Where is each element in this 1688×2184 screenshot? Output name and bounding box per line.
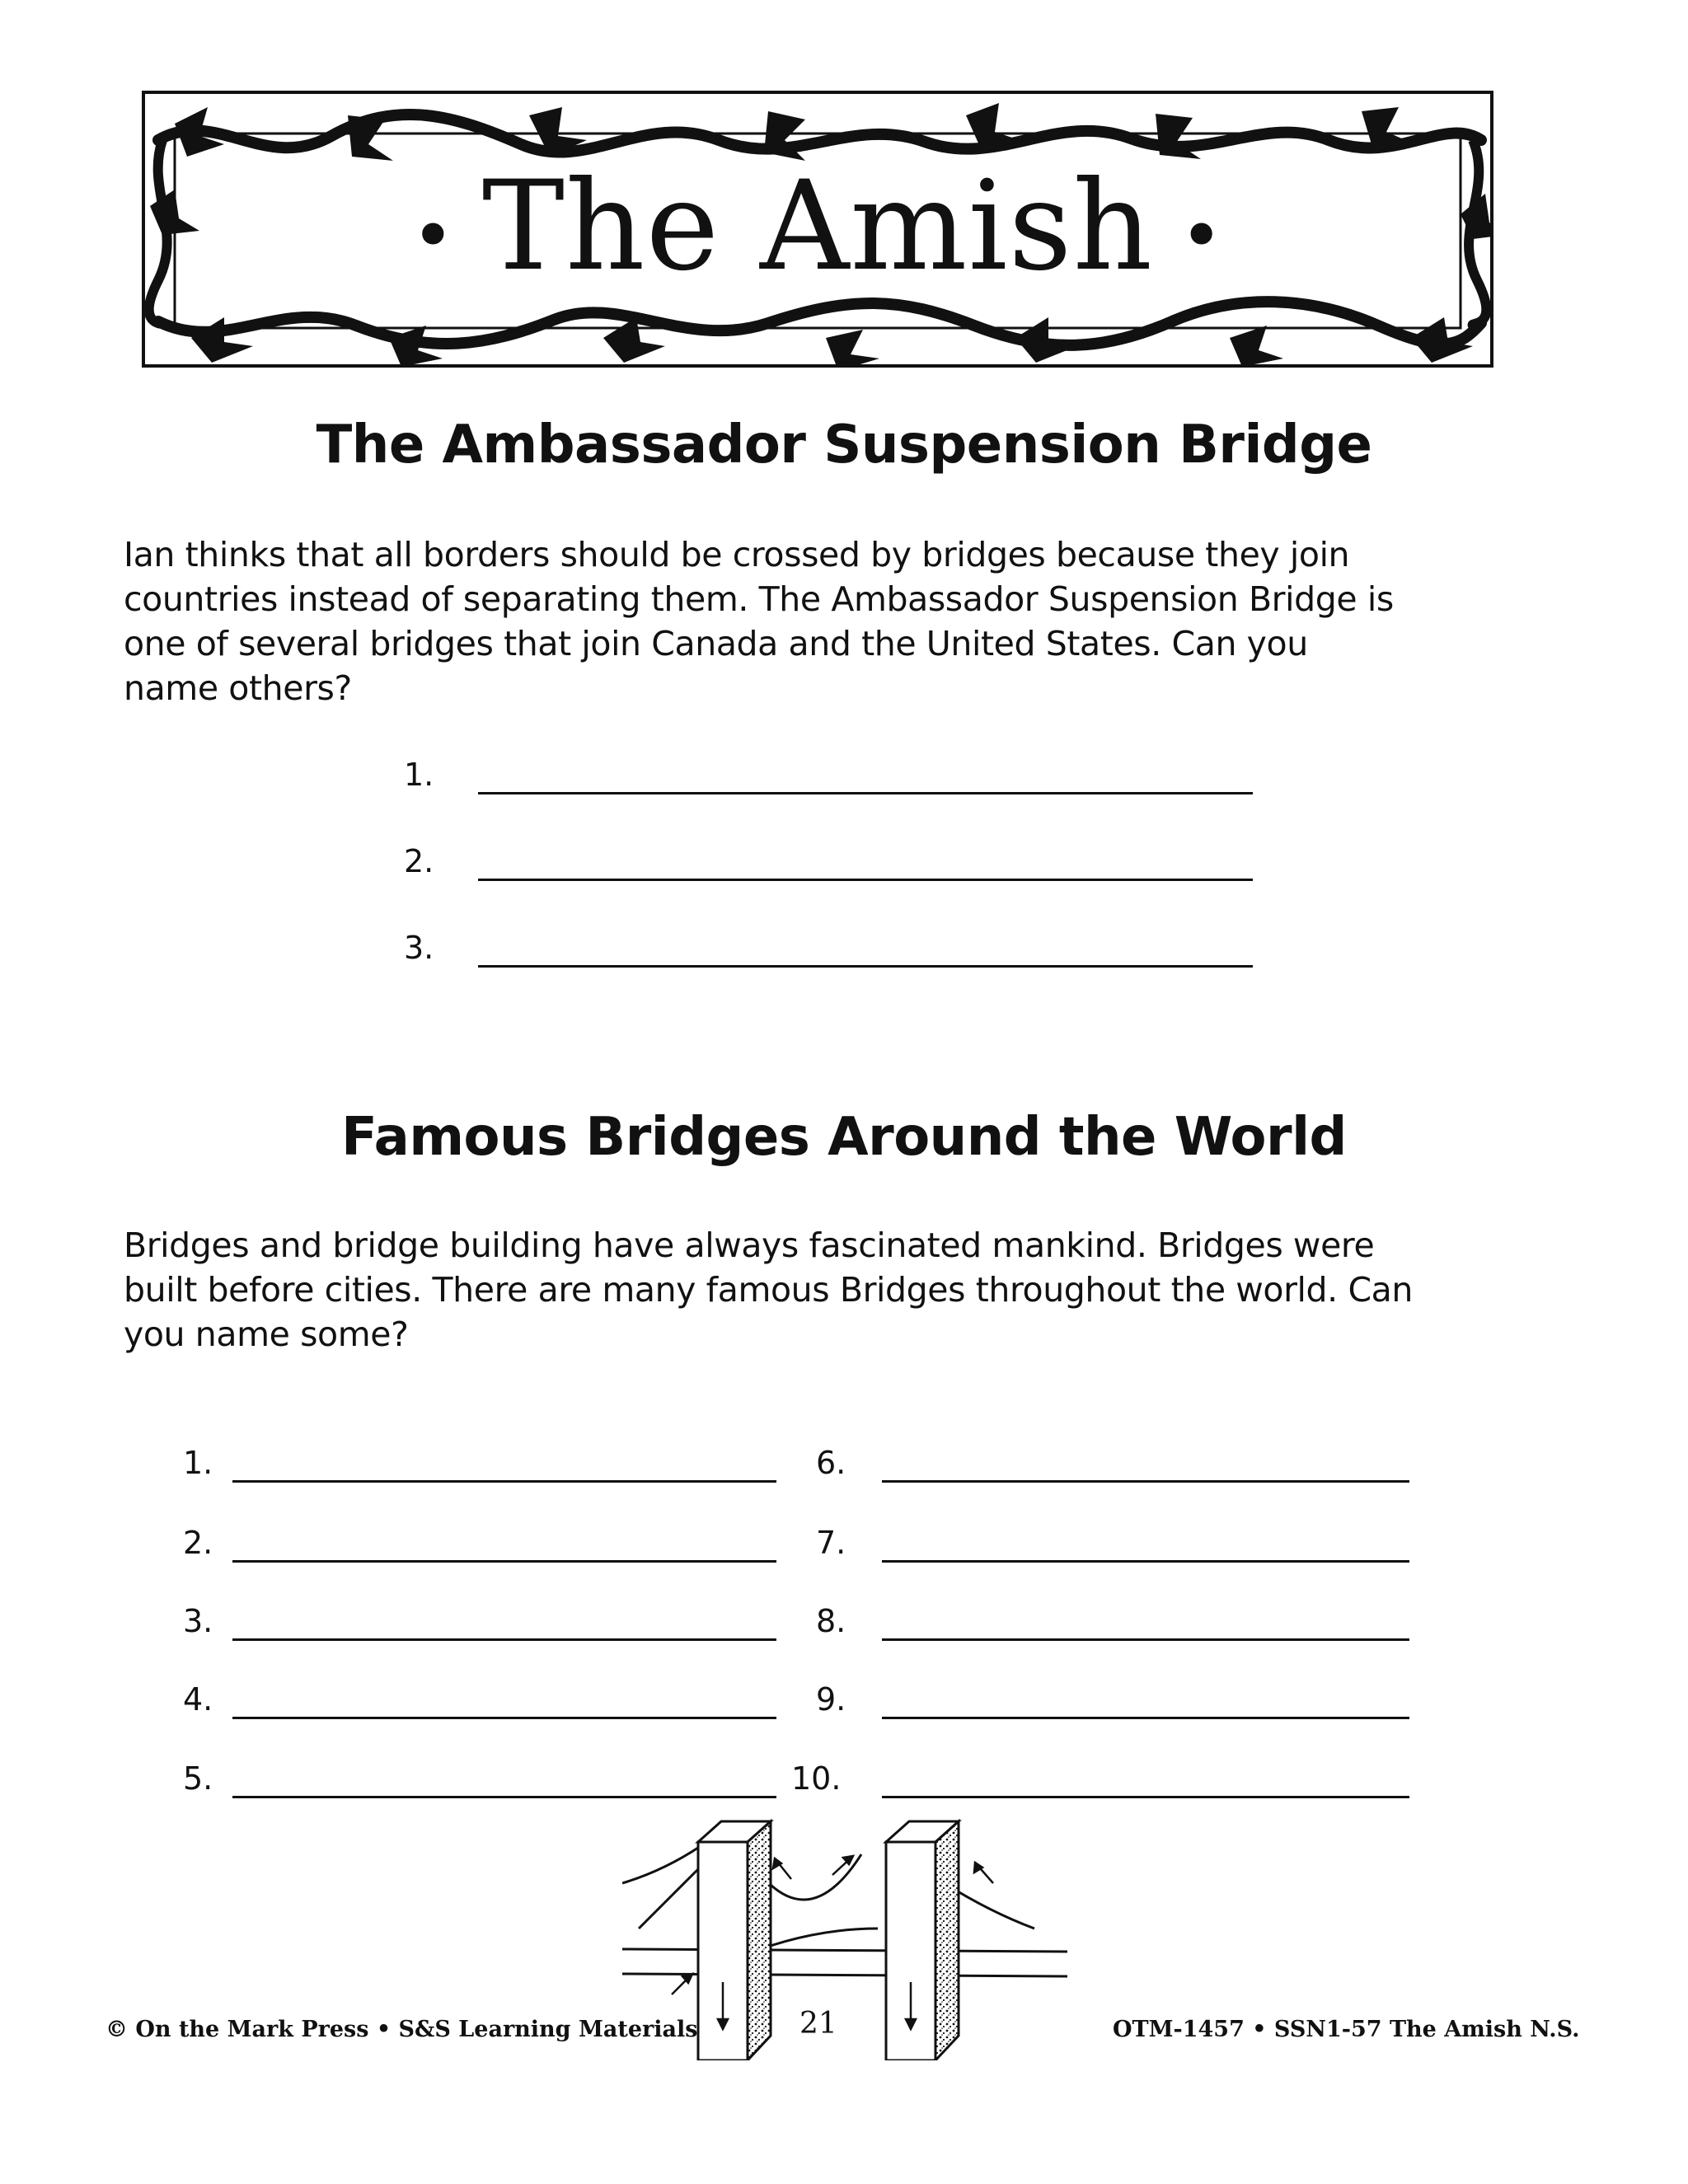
answer-line[interactable] (478, 879, 1253, 881)
section2-answer-1 (183, 1438, 776, 1488)
answer-number: 2. (183, 1525, 213, 1561)
section2-answer-7 (816, 1518, 1409, 1568)
section1-answer-3 (404, 923, 1253, 972)
section2-answer-9 (816, 1675, 1409, 1724)
answer-number: 3. (404, 930, 434, 966)
section2-answer-10 (791, 1754, 1409, 1803)
answer-line[interactable] (232, 1480, 776, 1483)
page-number: 21 (799, 2007, 837, 2041)
section1-line-1: Ian thinks that all borders should be crossed by bridges because they join (124, 535, 1350, 574)
answer-number: 1. (183, 1445, 213, 1481)
answer-line[interactable] (882, 1480, 1409, 1483)
footer-publisher: © On the Mark Press • S&S Learning Materials (106, 2017, 698, 2042)
answer-number: 9. (816, 1681, 846, 1718)
answer-line[interactable] (478, 965, 1253, 968)
section1-answer-1 (404, 750, 1253, 799)
section2-line-2: built before cities. There are many famous Bridges throughout the world. Can (124, 1270, 1413, 1310)
answer-number: 3. (183, 1603, 213, 1639)
banner-dot-left: • (410, 193, 456, 280)
section1-line-4: name others? (124, 668, 352, 708)
section2-answer-8 (816, 1596, 1409, 1646)
answer-number: 1. (404, 757, 434, 793)
section2-heading: Famous Bridges Around the World (341, 1107, 1347, 1168)
section2-paragraph (124, 1223, 1525, 1357)
footer-code: OTM-1457 • SSN1-57 The Amish N.S. (1113, 2017, 1580, 2042)
answer-line[interactable] (232, 1796, 776, 1798)
answer-line[interactable] (882, 1796, 1409, 1798)
section2-answer-4 (183, 1675, 776, 1724)
answer-line[interactable] (232, 1717, 776, 1719)
answer-number: 4. (183, 1681, 213, 1718)
section2-answer-6 (816, 1438, 1409, 1488)
section2-line-3: you name some? (124, 1315, 409, 1354)
answer-line[interactable] (882, 1560, 1409, 1563)
answer-number: 7. (816, 1525, 846, 1561)
answer-number: 8. (816, 1603, 846, 1639)
section1-heading: The Ambassador Suspension Bridge (316, 415, 1372, 476)
answer-line[interactable] (882, 1717, 1409, 1719)
section2-line-1: Bridges and bridge building have always fascinated mankind. Bridges were (124, 1226, 1375, 1265)
answer-number: 6. (816, 1445, 846, 1481)
banner-title (142, 155, 1493, 302)
section1-paragraph (124, 532, 1525, 710)
section1-line-3: one of several bridges that join Canada and the United States. Can you (124, 624, 1308, 663)
answer-line[interactable] (882, 1638, 1409, 1641)
answer-line[interactable] (478, 792, 1253, 794)
section1-answer-2 (404, 837, 1253, 886)
section2-answer-5 (183, 1754, 776, 1803)
answer-number: 10. (791, 1760, 842, 1797)
section2-answer-3 (183, 1596, 776, 1646)
section2-answer-2 (183, 1518, 776, 1568)
answer-number: 2. (404, 843, 434, 879)
banner-dot-right: • (1179, 193, 1225, 280)
answer-line[interactable] (232, 1560, 776, 1563)
answer-line[interactable] (232, 1638, 776, 1641)
banner-title-text: The Amish (481, 155, 1154, 298)
section1-line-2: countries instead of separating them. The Ambassador Suspension Bridge is (124, 579, 1394, 619)
answer-number: 5. (183, 1760, 213, 1797)
